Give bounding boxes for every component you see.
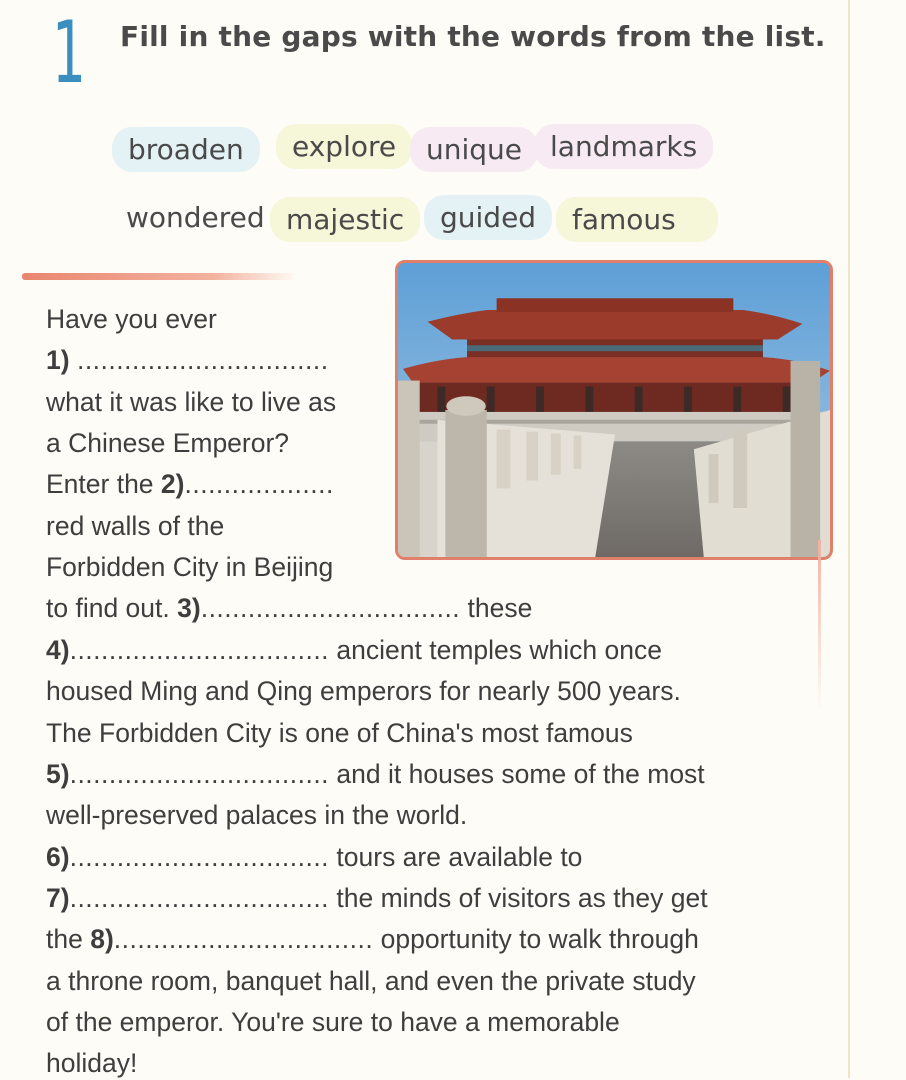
- text-line: The Forbidden City is one of China's most famous: [46, 718, 633, 748]
- text-line: of the emperor. You're sure to have a memorable: [46, 1007, 620, 1037]
- text-segment: these: [460, 593, 533, 623]
- word-chip: unique: [410, 127, 538, 172]
- gap-blank[interactable]: .................................: [200, 593, 461, 623]
- gap-blank[interactable]: .................................: [69, 883, 330, 913]
- text-line: a throne room, banquet hall, and even the private study: [46, 966, 696, 996]
- forbidden-city-photo: [395, 260, 833, 560]
- text-line: Forbidden City in Beijing: [46, 552, 334, 582]
- palace-illustration: [398, 263, 830, 557]
- gap-blank[interactable]: .................................: [113, 924, 374, 954]
- text-segment: the minds of visitors as they get: [329, 883, 708, 913]
- text-line: red walls of the: [46, 511, 225, 541]
- gap-number: 1): [46, 345, 70, 375]
- gap-number: 8): [90, 924, 114, 954]
- exercise-number: 1: [52, 3, 86, 103]
- word-chip: famous: [556, 197, 718, 242]
- text-line: [46, 757, 705, 791]
- text-line: [46, 633, 662, 667]
- text-line: [46, 840, 582, 874]
- text-segment: and it houses some of the most: [329, 759, 705, 789]
- text-line: [46, 881, 708, 915]
- side-accent-rule: [818, 540, 821, 710]
- text-segment: ancient temples which once: [329, 635, 662, 665]
- word-chip: guided: [424, 195, 552, 240]
- exercise-instruction: Fill in the gaps with the words from the list.: [120, 20, 826, 53]
- text-line: [46, 343, 329, 377]
- text-line: holiday!: [46, 1048, 138, 1078]
- word-chip: landmarks: [534, 124, 713, 169]
- gap-blank[interactable]: ................................: [76, 345, 329, 375]
- text-line: Have you ever: [46, 304, 217, 334]
- text-segment: Enter the: [46, 469, 161, 499]
- gap-blank[interactable]: .................................: [69, 842, 330, 872]
- text-line: a Chinese Emperor?: [46, 428, 290, 458]
- word-chip: broaden: [112, 127, 260, 172]
- gap-blank[interactable]: .................................: [69, 759, 330, 789]
- gap-blank[interactable]: .................................: [69, 635, 330, 665]
- gap-number: 4): [46, 635, 70, 665]
- page-edge-rule: [848, 0, 850, 1078]
- text-segment: opportunity to walk through: [373, 924, 699, 954]
- text-line: [46, 591, 532, 625]
- text-line: well-preserved palaces in the world.: [46, 800, 468, 830]
- gap-number: 7): [46, 883, 70, 913]
- text-line: [46, 922, 699, 956]
- gap-blank[interactable]: ...................: [184, 469, 334, 499]
- text-line: housed Ming and Qing emperors for nearly 500 years.: [46, 676, 681, 706]
- gap-number: 6): [46, 842, 70, 872]
- text-segment: tours are available to: [329, 842, 583, 872]
- gap-number: 5): [46, 759, 70, 789]
- section-divider: [22, 273, 297, 280]
- text-segment: the: [46, 924, 91, 954]
- gap-number: 3): [177, 593, 201, 623]
- word-chip: explore: [276, 124, 412, 169]
- word-chip: wondered: [126, 201, 265, 234]
- gap-number: 2): [160, 469, 185, 499]
- text-line: [46, 467, 334, 501]
- text-segment: to find out.: [46, 593, 178, 623]
- text-line: what it was like to live as: [46, 387, 337, 417]
- word-chip: majestic: [270, 197, 420, 242]
